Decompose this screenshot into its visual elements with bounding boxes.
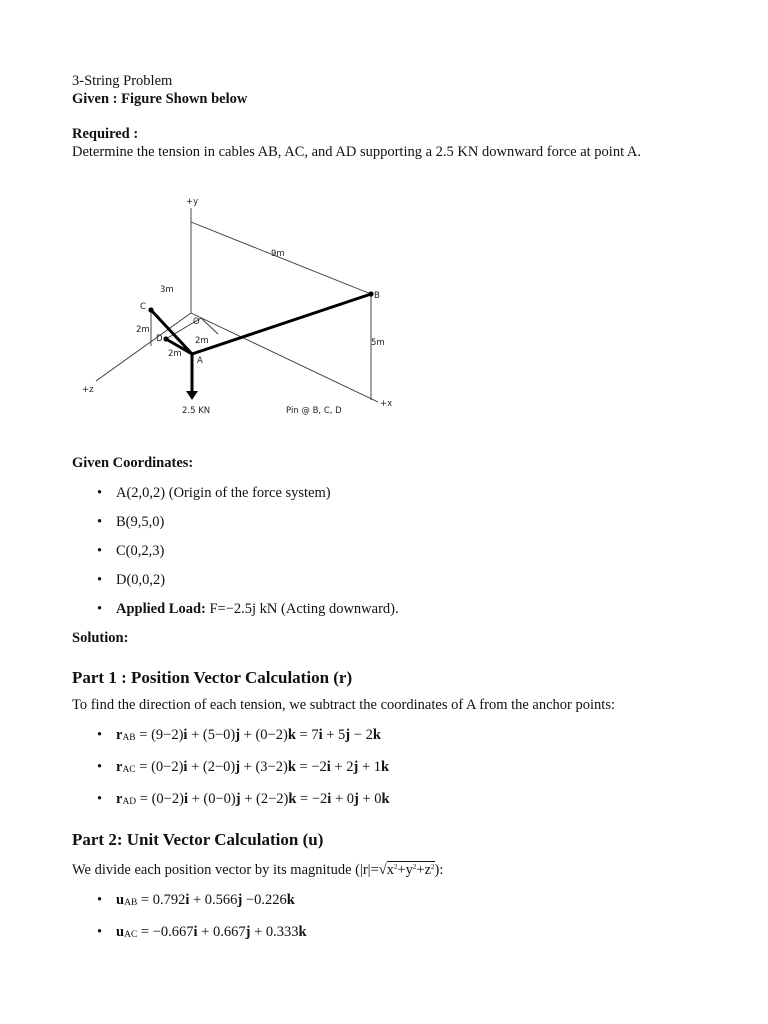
unit-k: k bbox=[286, 892, 295, 908]
bullet-icon: • bbox=[97, 601, 103, 617]
unit-j: j bbox=[245, 924, 251, 940]
term: = −0.667 bbox=[137, 924, 194, 940]
list-item bbox=[72, 891, 712, 912]
axis-z-label: +z bbox=[82, 385, 94, 395]
term: + (3−2) bbox=[240, 759, 288, 775]
load-label: 2.5 KN bbox=[182, 406, 211, 416]
coord-b: B(9,5,0) bbox=[116, 514, 165, 530]
dim-2m-mid: 2m bbox=[195, 336, 209, 346]
magnitude-radicand: $x^2+y^2+z^2$ bbox=[386, 862, 435, 878]
unit-i: i bbox=[183, 759, 188, 775]
point-c-dot bbox=[148, 307, 153, 312]
label-b: B bbox=[374, 291, 380, 301]
part1-intro: To find the direction of each tension, we subtract the coordinates of A from the anchor points: bbox=[72, 697, 615, 713]
term: = 0.792 bbox=[137, 892, 186, 908]
term: = −2 bbox=[296, 791, 328, 807]
unit-k: k bbox=[381, 791, 390, 807]
dim-3m: 3m bbox=[160, 285, 174, 295]
dim-9m: 9m bbox=[271, 249, 285, 259]
unit-k: k bbox=[287, 759, 296, 775]
list-item bbox=[72, 600, 712, 618]
term: + (0−0) bbox=[187, 791, 236, 807]
dim-2m-left: 2m bbox=[136, 325, 150, 335]
term: − 2 bbox=[350, 727, 373, 743]
term: + 0.333 bbox=[250, 924, 299, 940]
label-d: D bbox=[156, 334, 163, 344]
vector-symbol: u bbox=[116, 892, 125, 908]
given-coordinates-heading: Given Coordinates: bbox=[72, 455, 194, 471]
unit-j: j bbox=[353, 759, 359, 775]
term: = (9−2) bbox=[135, 727, 184, 743]
document-page bbox=[72, 72, 712, 944]
bullet-icon: • bbox=[97, 892, 103, 908]
axis-x-label: +x bbox=[380, 399, 393, 409]
unit-k: k bbox=[372, 727, 381, 743]
solution-heading: Solution: bbox=[72, 630, 129, 646]
list-item bbox=[72, 758, 712, 779]
intro-text-end: ): bbox=[434, 862, 444, 878]
unit-i: i bbox=[183, 727, 188, 743]
unit-k: k bbox=[288, 791, 297, 807]
term: + (5−0) bbox=[187, 727, 236, 743]
term: = 7 bbox=[295, 727, 319, 743]
required-text: Determine the tension in cables AB, AC, and AD supporting a 2.5 KN downward force at point A. bbox=[72, 144, 642, 160]
coord-c: C(0,2,3) bbox=[116, 543, 165, 559]
bullet-icon: • bbox=[97, 543, 103, 559]
applied-load-label: Applied Load: bbox=[116, 601, 206, 617]
term: + (2−0) bbox=[187, 759, 236, 775]
unit-j: j bbox=[235, 727, 241, 743]
term: + 0.667 bbox=[197, 924, 246, 940]
load-arrowhead bbox=[186, 391, 198, 400]
list-item bbox=[72, 790, 712, 811]
term: = (0−2) bbox=[136, 791, 184, 807]
unit-k: k bbox=[287, 727, 296, 743]
term: + 1 bbox=[358, 759, 381, 775]
unit-j: j bbox=[235, 791, 241, 807]
label-c: C bbox=[140, 302, 146, 312]
bullet-icon: • bbox=[97, 572, 103, 588]
bullet-icon: • bbox=[97, 791, 103, 807]
unit-i: i bbox=[183, 791, 188, 807]
cable-ab bbox=[192, 294, 371, 354]
unit-i: i bbox=[185, 892, 190, 908]
figure-svg bbox=[80, 188, 420, 428]
unit-k: k bbox=[298, 924, 307, 940]
bullet-icon: • bbox=[97, 727, 103, 743]
bullet-icon: • bbox=[97, 485, 103, 501]
term: + 0 bbox=[358, 791, 382, 807]
unit-k: k bbox=[381, 759, 390, 775]
required-heading: Required : bbox=[72, 126, 139, 142]
part2-heading: Part 2: Unit Vector Calculation (u) bbox=[72, 830, 324, 849]
vector-symbol: r bbox=[116, 759, 123, 775]
coord-d: D(0,0,2) bbox=[116, 572, 166, 588]
term: + 0.566 bbox=[189, 892, 238, 908]
unit-vectors-list bbox=[72, 891, 712, 944]
vector-subscript: AB bbox=[122, 733, 136, 743]
unit-j: j bbox=[237, 892, 243, 908]
point-d-dot bbox=[163, 336, 168, 341]
dim-2m-bottom: 2m bbox=[168, 349, 182, 359]
dim-5m: 5m bbox=[371, 338, 385, 348]
bullet-icon: • bbox=[97, 759, 103, 775]
applied-load-text: F=−2.5j kN (Acting downward). bbox=[205, 601, 399, 617]
list-item bbox=[72, 513, 712, 531]
list-item bbox=[72, 571, 712, 589]
part2-intro bbox=[72, 858, 712, 879]
term: = −2 bbox=[295, 759, 327, 775]
vector-symbol: r bbox=[116, 791, 123, 807]
point-b-dot bbox=[368, 291, 373, 296]
unit-j: j bbox=[345, 727, 351, 743]
z-axis-line bbox=[96, 313, 191, 381]
term: + 5 bbox=[322, 727, 346, 743]
term: + 2 bbox=[330, 759, 354, 775]
list-item bbox=[72, 542, 712, 560]
unit-i: i bbox=[327, 791, 332, 807]
x-axis-line bbox=[191, 313, 378, 402]
vector-subscript: AB bbox=[124, 898, 138, 908]
bullet-icon: • bbox=[97, 514, 103, 530]
unit-j: j bbox=[235, 759, 241, 775]
label-o: O bbox=[193, 317, 200, 327]
unit-j: j bbox=[354, 791, 359, 807]
term: = (0−2) bbox=[135, 759, 184, 775]
given-line: Given : Figure Shown below bbox=[72, 91, 248, 107]
term: + (2−2) bbox=[240, 791, 289, 807]
part1-heading: Part 1 : Position Vector Calculation (r) bbox=[72, 668, 353, 687]
position-vectors-list bbox=[72, 726, 712, 811]
unit-i: i bbox=[318, 727, 323, 743]
coord-a: A(2,0,2) (Origin of the force system) bbox=[116, 485, 331, 501]
list-item bbox=[72, 726, 712, 747]
vector-subscript: AD bbox=[122, 797, 137, 807]
vector-subscript: AC bbox=[122, 765, 136, 775]
term: + 0 bbox=[331, 791, 354, 807]
list-item bbox=[72, 484, 712, 502]
bullet-icon: • bbox=[97, 924, 103, 940]
coordinates-list bbox=[72, 484, 712, 618]
vector-subscript: AC bbox=[124, 930, 138, 940]
term: + (0−2) bbox=[240, 727, 288, 743]
vector-symbol: r bbox=[116, 727, 123, 743]
cable-system-figure bbox=[80, 188, 420, 428]
problem-title: 3-String Problem bbox=[72, 73, 173, 89]
label-a: A bbox=[197, 356, 203, 366]
term: −0.226 bbox=[242, 892, 287, 908]
a-dim-line bbox=[201, 318, 218, 334]
vector-symbol: u bbox=[116, 924, 125, 940]
intro-text: We divide each position vector by its magnitude (|r|=√ bbox=[72, 862, 387, 878]
unit-i: i bbox=[326, 759, 331, 775]
unit-i: i bbox=[193, 924, 198, 940]
axis-y-label: +y bbox=[186, 197, 199, 207]
pin-label: Pin @ B, C, D bbox=[286, 406, 342, 416]
list-item bbox=[72, 923, 712, 944]
